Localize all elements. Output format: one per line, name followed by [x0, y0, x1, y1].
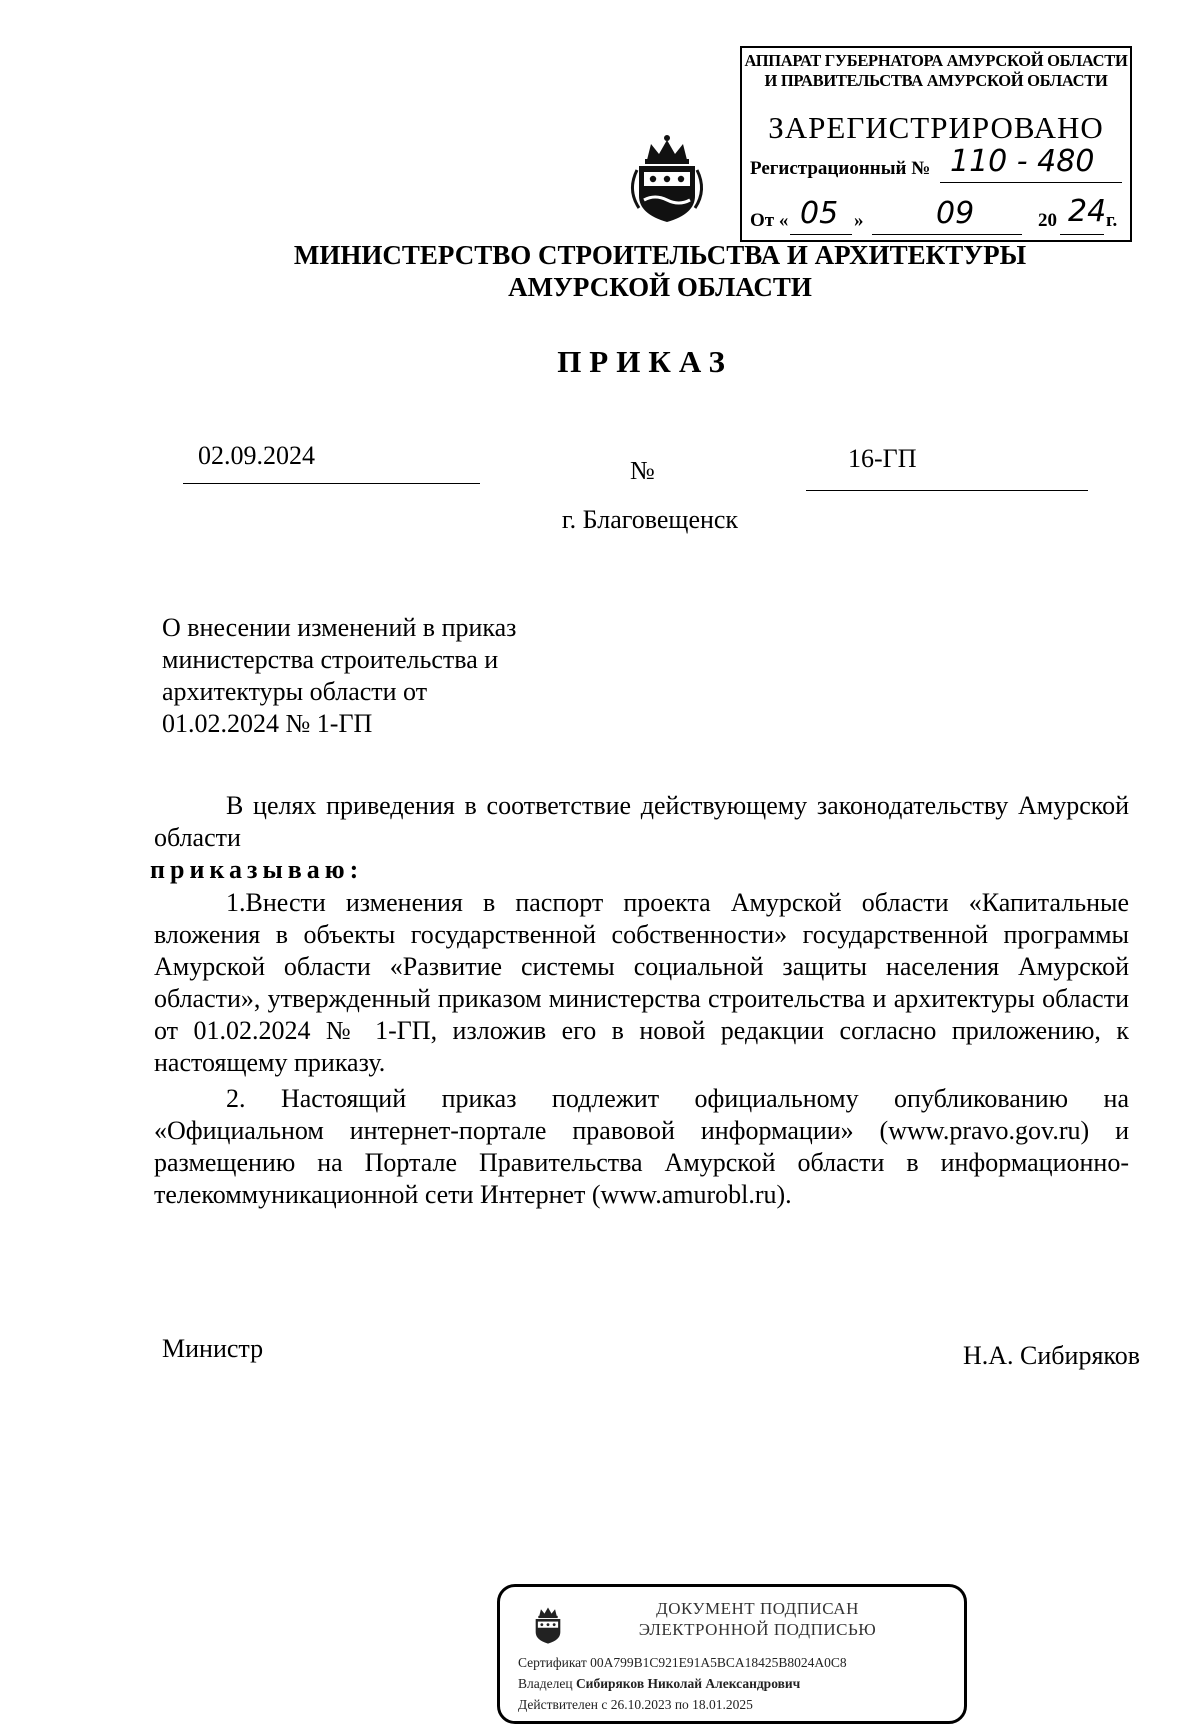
- signatory-name: Н.А. Сибиряков: [963, 1341, 1140, 1370]
- stamp-quote-close: »: [854, 210, 864, 231]
- ministry-name-line1: МИНИСТЕРСТВО СТРОИТЕЛЬСТВА И АРХИТЕКТУРЫ: [293, 240, 1027, 270]
- stamp-reg-label: Регистрационный №: [750, 158, 931, 179]
- e-sign-caption-line1: ДОКУМЕНТ ПОДПИСАН: [656, 1599, 859, 1618]
- e-sign-caption-line2: ЭЛЕКТРОННОЙ ПОДПИСЬЮ: [638, 1620, 877, 1639]
- number-sign: №: [630, 456, 655, 485]
- order-date: 02.09.2024: [198, 441, 315, 470]
- coat-of-arms-small-icon: [526, 1597, 570, 1651]
- coat-of-arms-icon: [617, 130, 717, 225]
- e-sign-validity: [518, 1697, 753, 1713]
- valid-from-word: с: [601, 1697, 608, 1712]
- stamp-year-mark: г.: [1106, 210, 1118, 231]
- valid-label: Действителен: [518, 1697, 598, 1712]
- city: г. Благовещенск: [561, 505, 739, 534]
- document-type: ПРИКАЗ: [557, 344, 733, 379]
- e-signature-stamp: [497, 1584, 967, 1724]
- order-number: 16-ГП: [848, 444, 917, 473]
- stamp-month: 09: [936, 196, 975, 231]
- stamp-year-prefix: 20: [1038, 210, 1057, 231]
- subject-line4: 01.02.2024 № 1-ГП: [162, 709, 373, 738]
- valid-to: 18.01.2025: [692, 1697, 753, 1712]
- signatory-position: Министр: [162, 1334, 264, 1363]
- stamp-org-line2: И ПРАВИТЕЛЬСТВА АМУРСКОЙ ОБЛАСТИ: [764, 71, 1108, 90]
- stamp-from-label: От «: [750, 210, 789, 231]
- stamp-reg-row: [750, 158, 930, 180]
- order-subject: [162, 612, 602, 740]
- date-underline: [183, 483, 480, 484]
- order-word: приказываю:: [150, 855, 364, 884]
- valid-to-word: по: [674, 1697, 689, 1712]
- stamp-day: 05: [800, 196, 839, 231]
- e-sign-certificate: [518, 1655, 847, 1671]
- owner-value: Сибиряков Николай Александрович: [575, 1676, 801, 1691]
- item-1: 1.Внести изменения в паспорт проекта Амурской области «Капитальные вложения в объекты государственной собственности» государственной программы Амурской области «Развитие системы социальной защиты населения Амурской области», утвержденный приказом министерства строительства и архитектуры области от 01.02.2024 № 1-ГП, изложив его в новой редакции согласно приложению, к настоящему приказу.: [154, 888, 1129, 1077]
- number-underline: [806, 490, 1088, 491]
- subject-line2: министерства строительства и: [162, 645, 499, 674]
- stamp-registered: ЗАРЕГИСТРИРОВАНО: [768, 110, 1104, 145]
- preamble: В целях приведения в соответствие действующему законодательству Амурской области: [154, 791, 1129, 852]
- e-sign-owner: [518, 1676, 800, 1692]
- cert-label: Сертификат: [518, 1655, 587, 1670]
- registration-stamp: [740, 46, 1132, 242]
- subject-line3: архитектуры области от: [162, 677, 428, 706]
- owner-label: Владелец: [518, 1676, 573, 1691]
- valid-from: 26.10.2023: [610, 1697, 672, 1712]
- subject-line1: О внесении изменений в приказ: [162, 613, 517, 642]
- stamp-year-suffix: 24: [1068, 194, 1107, 229]
- stamp-reg-number: 110 - 480: [950, 144, 1095, 179]
- item-2: 2. Настоящий приказ подлежит официальному опубликованию на «Официальном интернет-портале правовой информации» (www.pravo.gov.ru) и размещению на Портале Правительства Амурской области в информационно-телекоммуникационной сети Интернет (www.amurobl.ru).: [154, 1084, 1129, 1209]
- cert-value: 00A799B1C921E91A5BCA18425B8024A0C8: [590, 1655, 847, 1670]
- stamp-org-line1: АППАРАТ ГУБЕРНАТОРА АМУРСКОЙ ОБЛАСТИ: [744, 51, 1128, 70]
- ministry-name-line2: АМУРСКОЙ ОБЛАСТИ: [508, 272, 812, 302]
